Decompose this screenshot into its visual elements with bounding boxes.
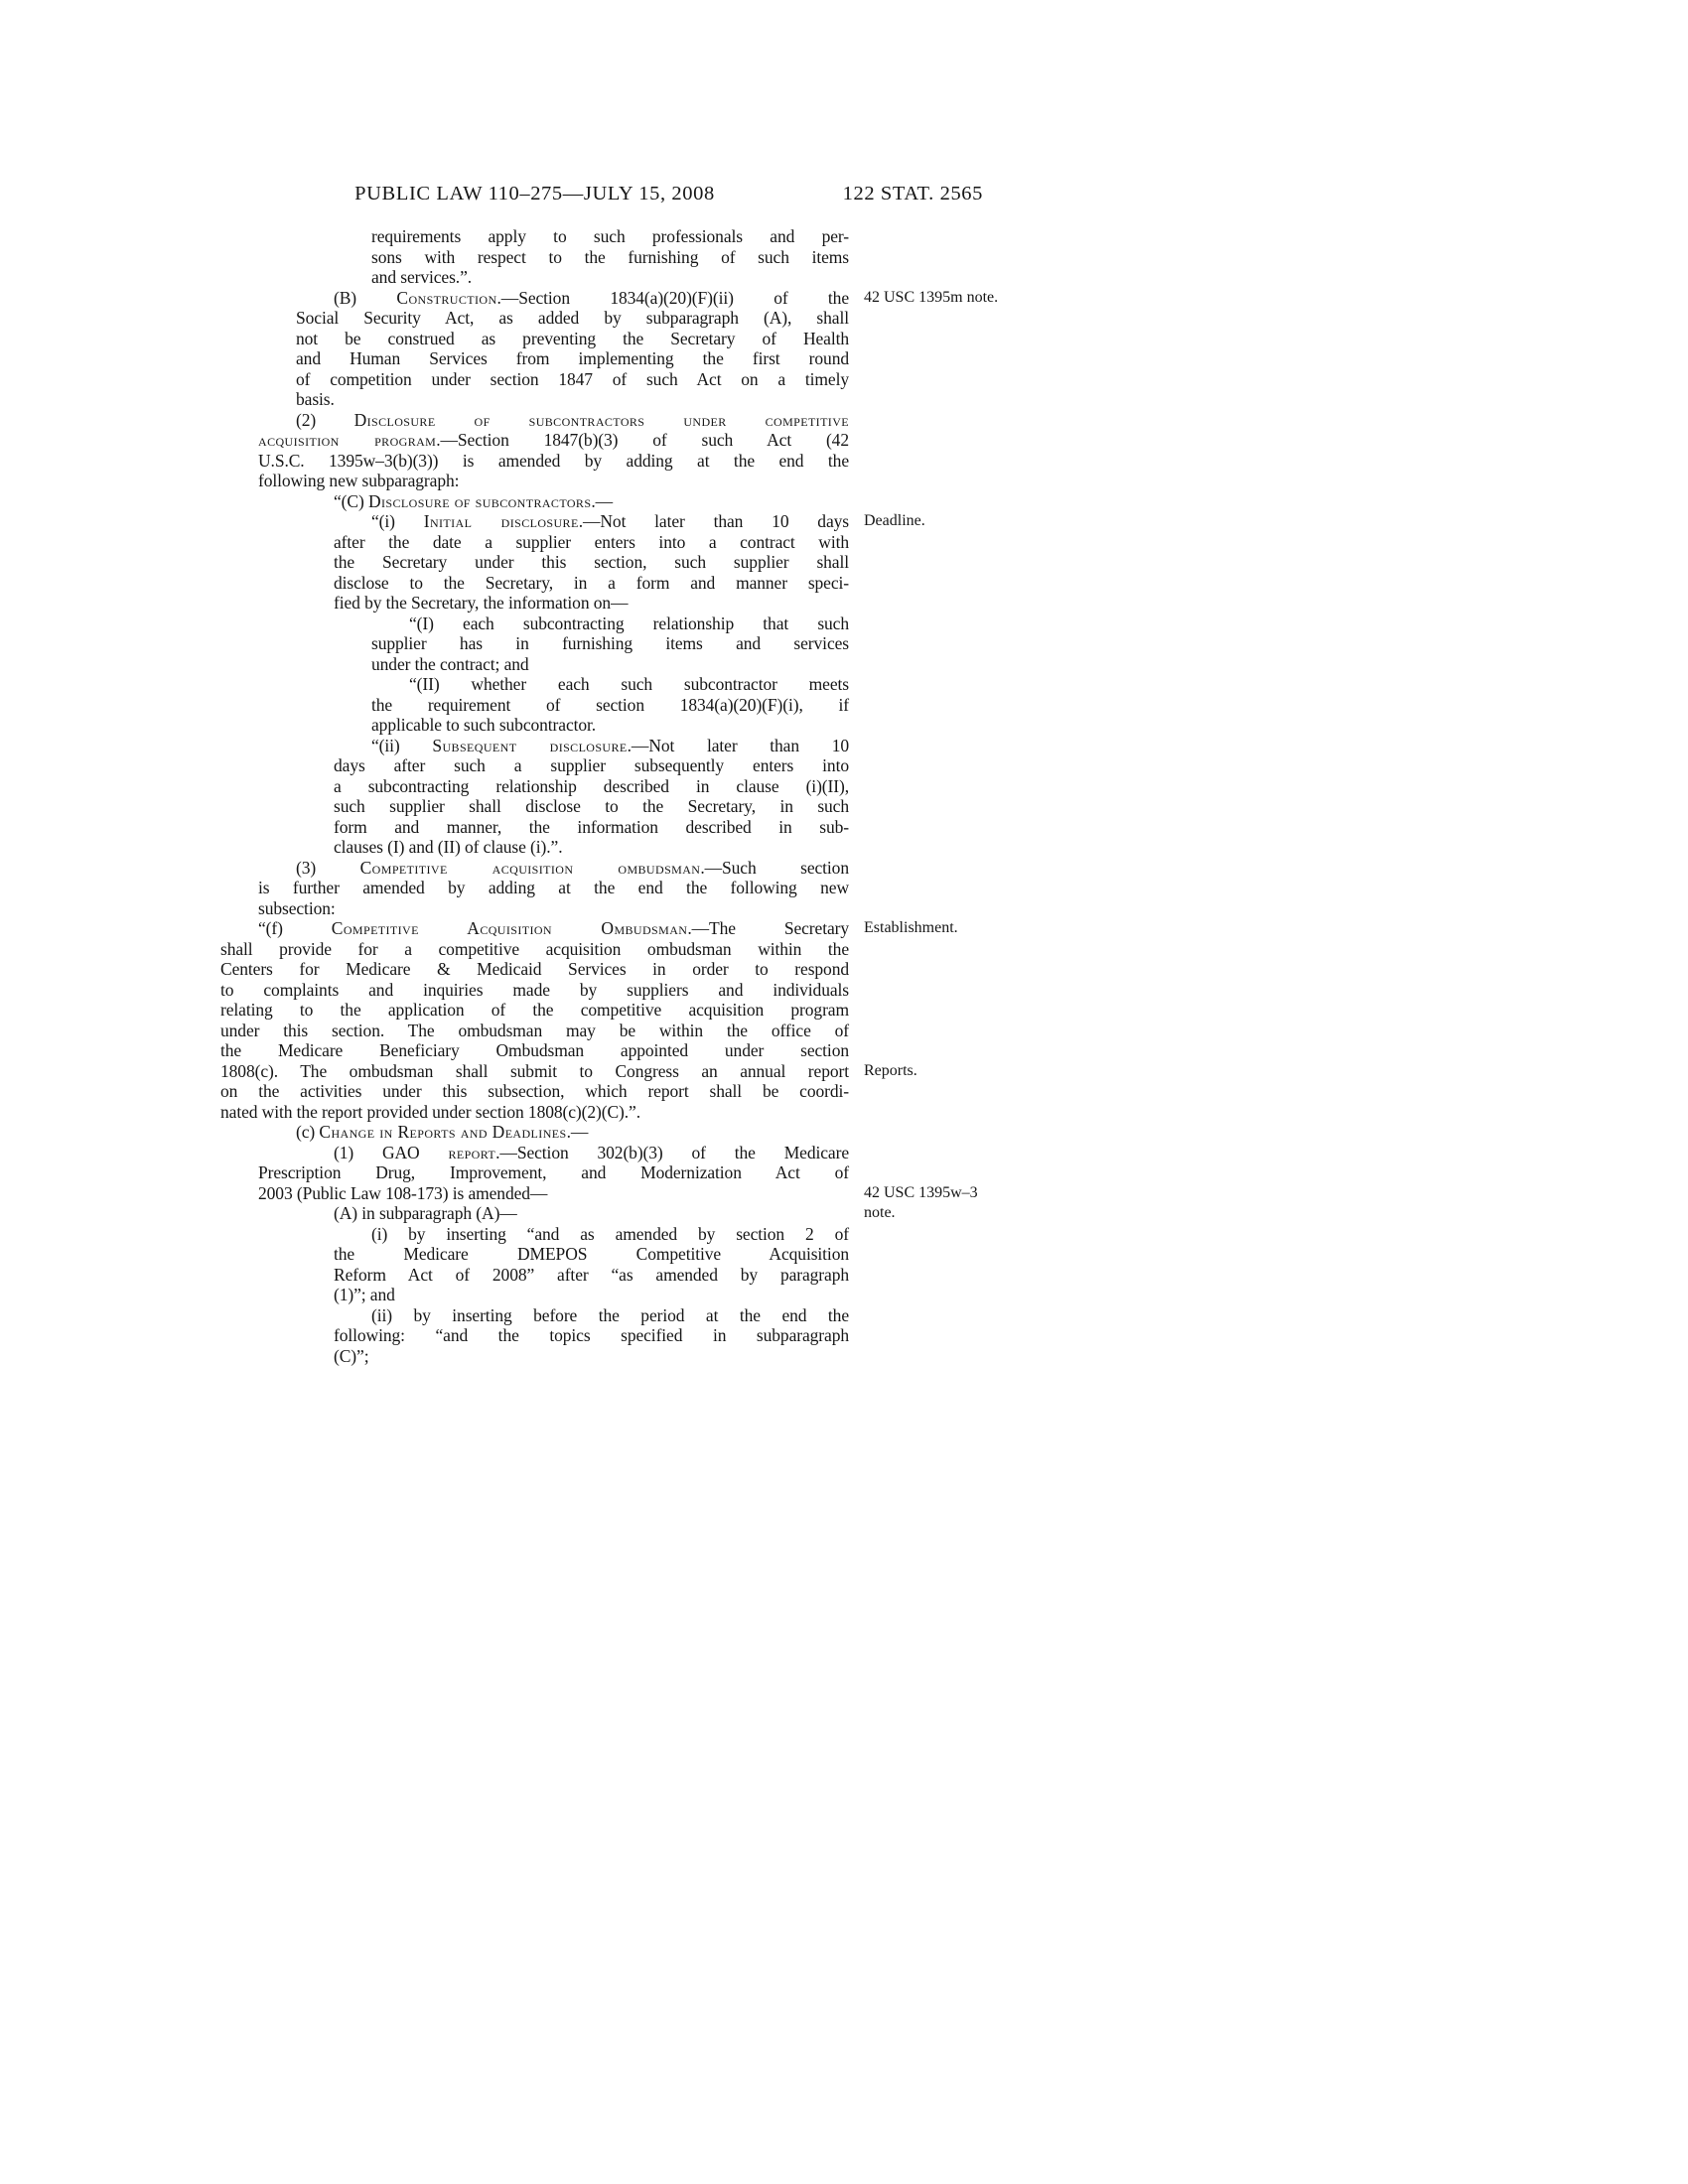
text-line: to complaints and inquiries made by suppliers and individuals bbox=[220, 979, 849, 1000]
text-line: requirements apply to such professionals and per- bbox=[371, 226, 849, 246]
paragraph-A-subparagraph bbox=[334, 1203, 849, 1224]
text-line: Reform Act of 2008” after “as amended by paragraph bbox=[334, 1264, 849, 1285]
paragraph-ii-inserting bbox=[334, 1305, 849, 1367]
paragraph-i-inserting bbox=[334, 1224, 849, 1305]
text-line: “(C) Disclosure of subcontractors.— bbox=[334, 490, 614, 511]
paragraph-continuation bbox=[371, 226, 849, 288]
small-caps-text: Construction bbox=[396, 287, 497, 308]
margin-note-usc-1395w3: 42 USC 1395w–3 note. bbox=[864, 1184, 978, 1221]
text-line: of competition under section 1847 of such Act on a timely bbox=[296, 368, 849, 389]
text-line: (B) Construction.—Section 1834(a)(20)(F)(ii) of the bbox=[334, 287, 849, 308]
text-line: (3) Competitive acquisition ombudsman.—Such section bbox=[296, 857, 849, 878]
paragraph-II-subcontractor bbox=[371, 674, 849, 736]
text-line: disclose to the Secretary, in a form and manner speci- bbox=[334, 572, 849, 593]
text-line: “(II) whether each such subcontractor meets bbox=[409, 674, 849, 694]
text-line: form and manner, the information described in sub- bbox=[334, 816, 849, 837]
text-line: sons with respect to the furnishing of such items bbox=[371, 246, 849, 267]
text-line: clauses (I) and (II) of clause (i).”. bbox=[334, 837, 563, 857]
text-line: (1) GAO report.—Section 302(b)(3) of the Medicare bbox=[334, 1142, 849, 1162]
text-line: 2003 (Public Law 108-173) is amended— bbox=[258, 1182, 548, 1203]
text-line: supplier has in furnishing items and services bbox=[371, 633, 849, 653]
text-line: Prescription Drug, Improvement, and Modernization Act of bbox=[258, 1162, 849, 1182]
text-line: applicable to such subcontractor. bbox=[371, 715, 597, 735]
document-body bbox=[220, 226, 1223, 1366]
margin-note-establishment: Establishment. bbox=[864, 919, 958, 936]
text-line: following new subparagraph: bbox=[258, 471, 460, 490]
text-line: (C)”; bbox=[334, 1345, 369, 1366]
text-line: acquisition program.—Section 1847(b)(3) of such Act (42 bbox=[258, 430, 849, 450]
text-line: nated with the report provided under section 1808(c)(2)(C).”. bbox=[220, 1101, 640, 1122]
margin-note-usc-1395m: 42 USC 1395m note. bbox=[864, 289, 999, 306]
margin-note-deadline: Deadline. bbox=[864, 512, 925, 529]
text-line: (c) Change in Reports and Deadlines.— bbox=[296, 1122, 589, 1142]
text-line: the Medicare Beneficiary Ombudsman appointed under section bbox=[220, 1040, 849, 1060]
text-line: subsection: bbox=[258, 897, 336, 918]
small-caps-text: report bbox=[448, 1142, 496, 1162]
paragraph-c-change-reports bbox=[296, 1122, 849, 1143]
text-line: a subcontracting relationship described in clause (i)(II), bbox=[334, 775, 849, 796]
paragraph-C-heading bbox=[334, 491, 849, 512]
paragraph-f-ombudsman bbox=[220, 918, 849, 1122]
text-line: on the activities under this subsection, which report shall be coordi- bbox=[220, 1081, 849, 1101]
text-line: “(i) Initial disclosure.—Not later than 10 days bbox=[371, 511, 849, 531]
small-caps-text: Competitive acquisition ombudsman bbox=[359, 857, 701, 878]
small-caps-text: Disclosure of subcontractors bbox=[367, 490, 592, 511]
text-line: under the contract; and bbox=[371, 653, 529, 674]
small-caps-text: Initial disclosure bbox=[423, 511, 579, 531]
paragraph-2-disclosure bbox=[258, 410, 849, 491]
text-line: the Medicare DMEPOS Competitive Acquisition bbox=[334, 1244, 849, 1264]
text-line: the Secretary under this section, such supplier shall bbox=[334, 552, 849, 572]
paragraph-3-ombudsman bbox=[258, 858, 849, 919]
text-line: Centers for Medicare & Medicaid Services in order to respond bbox=[220, 959, 849, 979]
text-line: Social Security Act, as added by subparagraph (A), shall bbox=[296, 308, 849, 328]
text-line: “(ii) Subsequent disclosure.—Not later than 10 bbox=[371, 735, 849, 755]
text-line: after the date a supplier enters into a contract with bbox=[334, 531, 849, 552]
paragraph-I-subcontracting bbox=[371, 614, 849, 675]
paragraph-ii-subsequent bbox=[334, 736, 849, 858]
paragraph-1-gao-report bbox=[258, 1143, 849, 1204]
text-line: U.S.C. 1395w–3(b)(3)) is amended by adding at the end the bbox=[258, 450, 849, 471]
running-head bbox=[220, 183, 983, 208]
text-line: the requirement of section 1834(a)(20)(F)(i), if bbox=[371, 694, 849, 715]
small-caps-text: Disclosure of subcontractors under competitive bbox=[353, 409, 850, 430]
paragraph-B-construction bbox=[296, 288, 849, 410]
small-caps-text: Competitive Acquisition Ombudsman bbox=[331, 918, 688, 938]
text-line: “(I) each subcontracting relationship that such bbox=[409, 613, 849, 633]
margin-note-reports: Reports. bbox=[864, 1062, 917, 1079]
text-line: (i) by inserting “and as amended by section 2 of bbox=[371, 1223, 849, 1244]
text-line: (2) Disclosure of subcontractors under competitive bbox=[296, 409, 850, 430]
statute-citation: 122 STAT. 2565 bbox=[842, 183, 983, 205]
text-line: relating to the application of the competitive acquisition program bbox=[220, 1000, 849, 1020]
text-line: under this section. The ombudsman may be within the office of bbox=[220, 1020, 849, 1040]
text-line: such supplier shall disclose to the Secretary, in such bbox=[334, 796, 849, 816]
text-line: “(f) Competitive Acquisition Ombudsman.—The Secretary bbox=[258, 918, 849, 938]
text-line: and services.”. bbox=[371, 267, 473, 287]
text-line: 1808(c). The ombudsman shall submit to Congress an annual report bbox=[220, 1060, 849, 1081]
small-caps-text: acquisition program bbox=[258, 430, 437, 450]
small-caps-text: Subsequent disclosure bbox=[432, 735, 628, 755]
text-line: fied by the Secretary, the information on— bbox=[334, 593, 629, 613]
public-law-heading: PUBLIC LAW 110–275—JULY 15, 2008 bbox=[354, 183, 715, 205]
text-line: days after such a supplier subsequently enters into bbox=[334, 755, 849, 775]
paragraph-i-initial-disclosure bbox=[334, 511, 849, 614]
text-line: (1)”; and bbox=[334, 1285, 395, 1304]
text-line: basis. bbox=[296, 389, 335, 409]
text-line: following: “and the topics specified in subparagraph bbox=[334, 1325, 849, 1345]
text-line: (A) in subparagraph (A)— bbox=[334, 1203, 517, 1223]
text-line: is further amended by adding at the end the following new bbox=[258, 878, 849, 897]
text-line: (ii) by inserting before the period at the end the bbox=[371, 1304, 849, 1325]
text-line: shall provide for a competitive acquisition ombudsman within the bbox=[220, 938, 849, 959]
small-caps-text: Change in Reports and Deadlines bbox=[319, 1122, 567, 1142]
text-line: not be construed as preventing the Secretary of Health bbox=[296, 328, 849, 348]
text-line: and Human Services from implementing the first round bbox=[296, 348, 849, 368]
